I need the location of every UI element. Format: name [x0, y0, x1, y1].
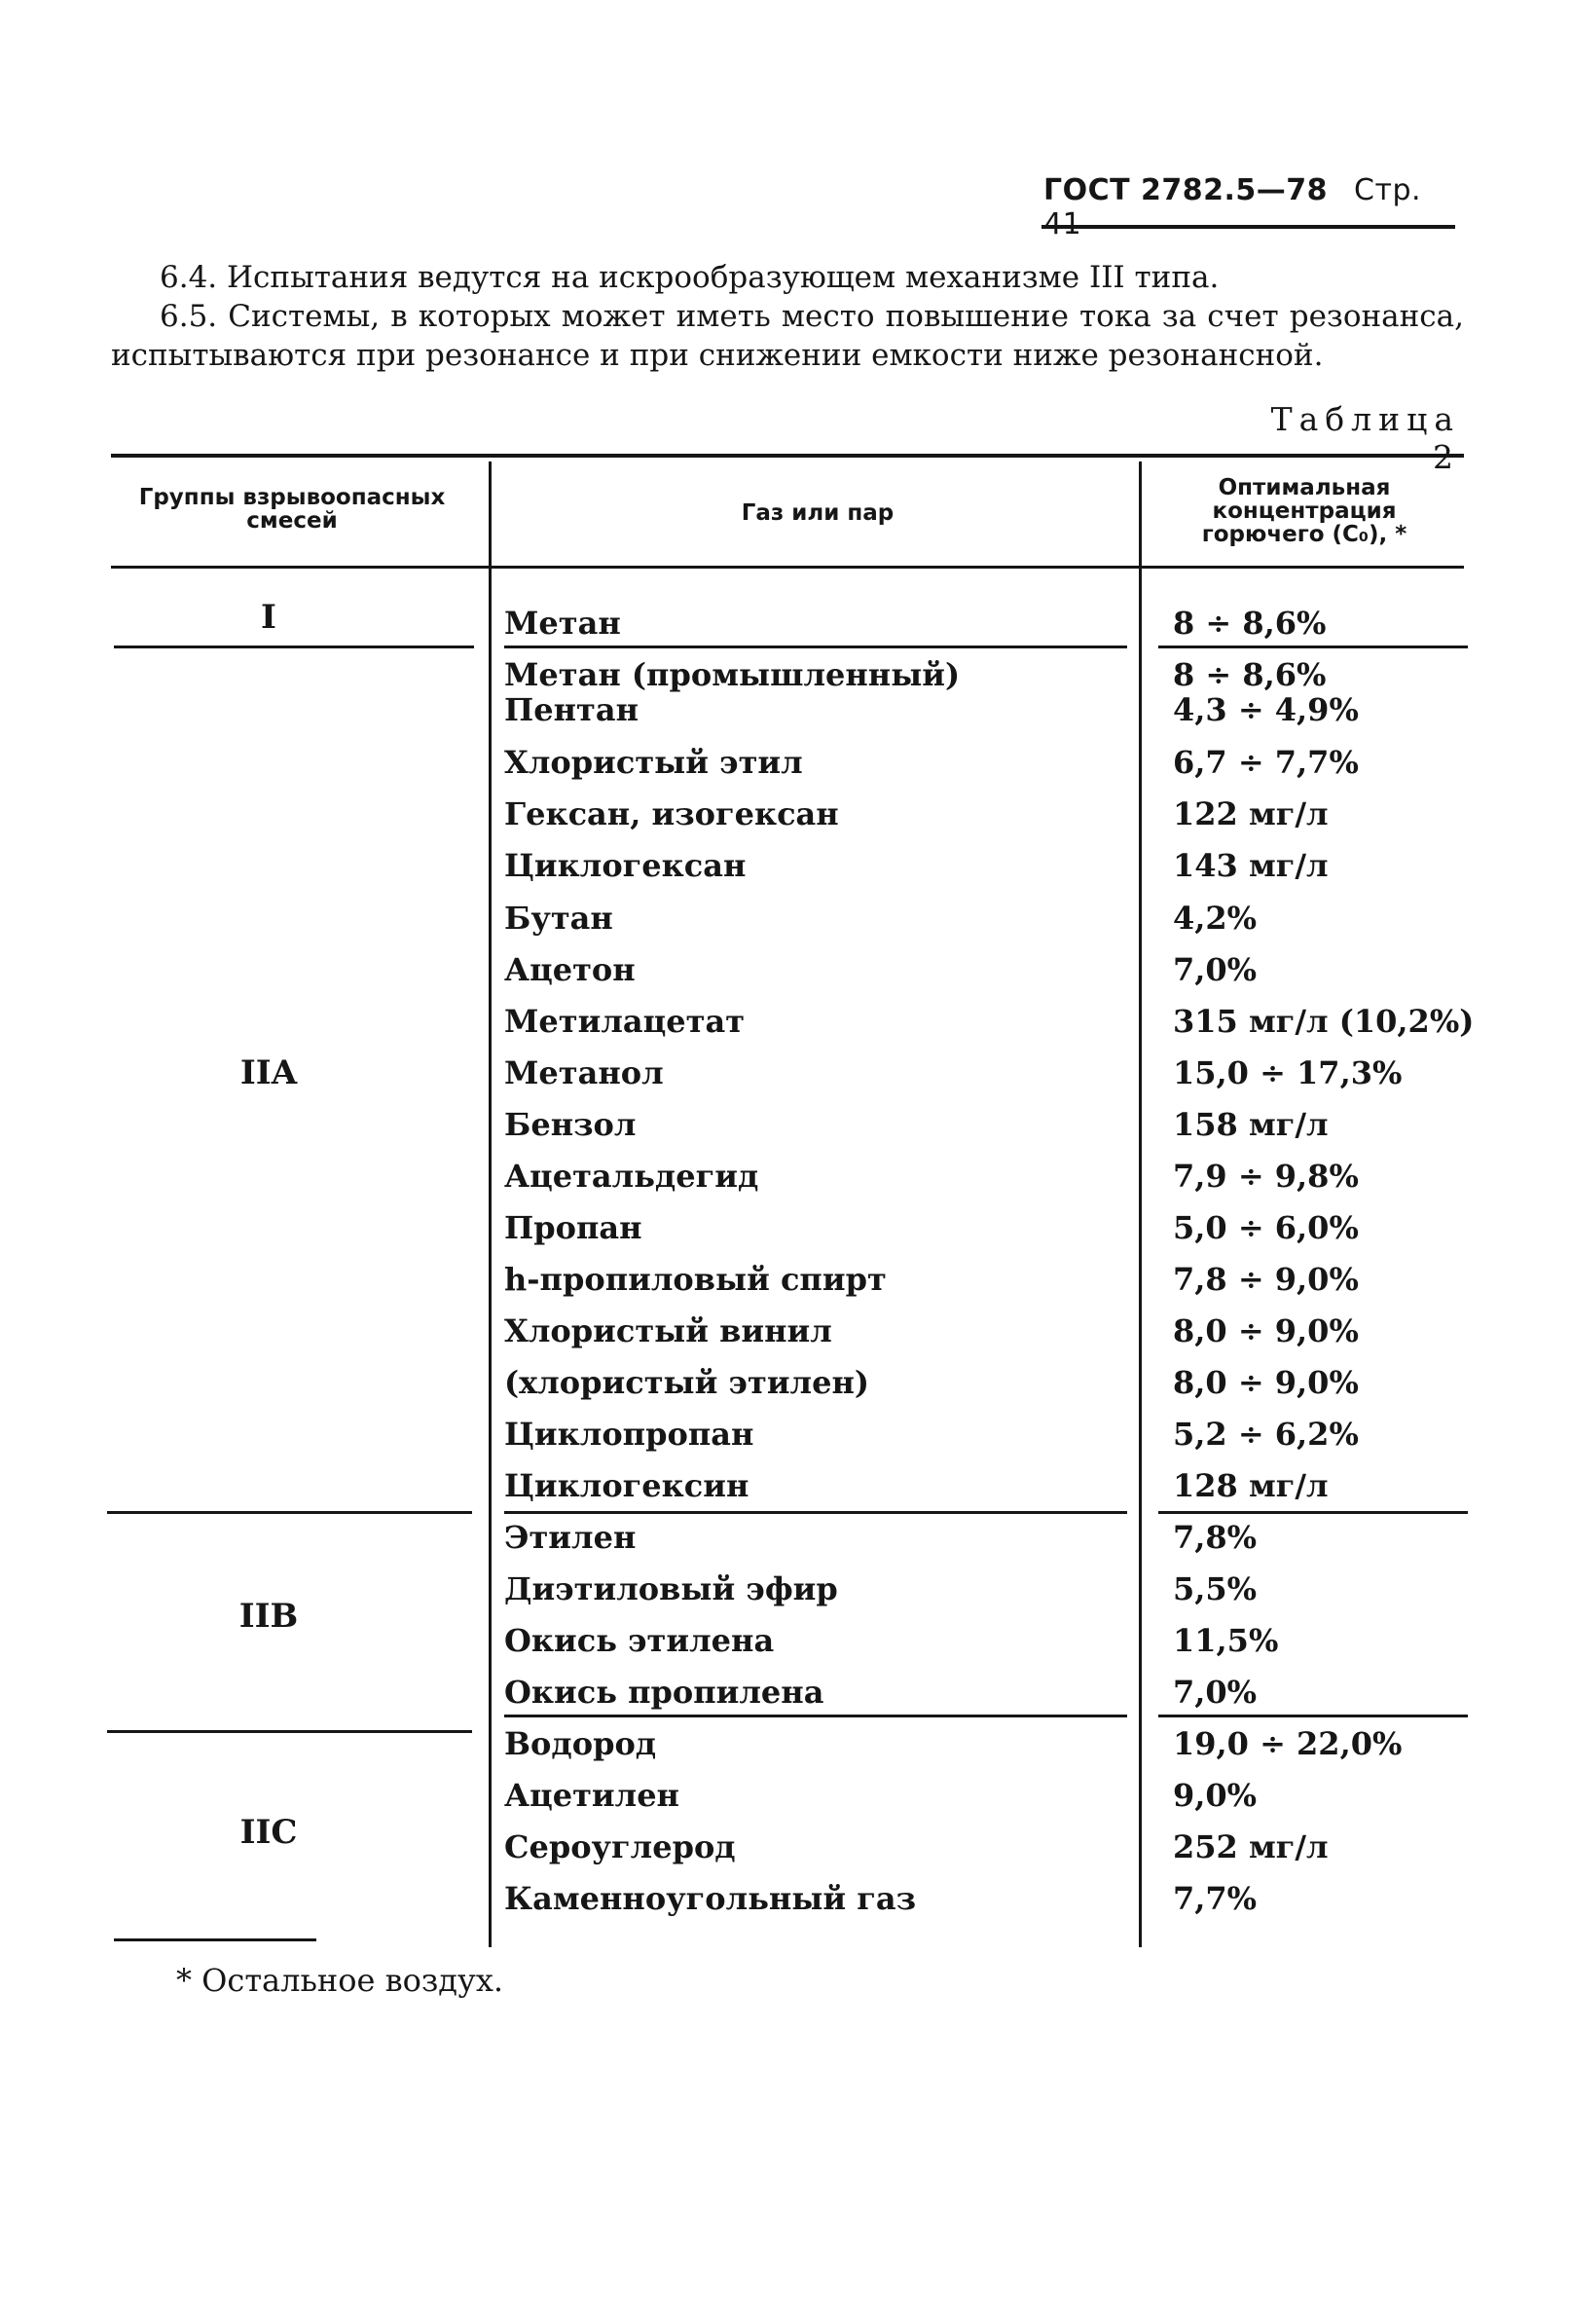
group-rule-I-conc [1158, 646, 1468, 648]
column-header-group: Группы взрывоопасных смесей [138, 485, 446, 534]
concentration-value: 6,7 ÷ 7,7% [1173, 744, 1359, 781]
gas-name: Водород [504, 1725, 657, 1762]
concentration-value: 252 мг/л [1173, 1828, 1329, 1865]
gas-name: Метилацетат [504, 1003, 746, 1040]
gas-name: Метан [504, 605, 621, 642]
concentration-value: 4,3 ÷ 4,9% [1173, 691, 1359, 728]
gas-name: Циклогексан [504, 847, 747, 884]
header-rule [1041, 225, 1455, 229]
table-top-rule [111, 454, 1464, 458]
concentration-value: 315 мг/л (10,2%) [1173, 1003, 1475, 1040]
table-caption: Таблица [1270, 400, 1460, 438]
concentration-value: 5,2 ÷ 6,2% [1173, 1416, 1359, 1453]
page-number: Стр. [1354, 173, 1422, 207]
gas-name: (хлористый этилен) [504, 1364, 870, 1401]
group-rule-I [114, 646, 474, 648]
gas-name: Диэтиловый эфир [504, 1570, 838, 1607]
gas-name: Сероуглерод [504, 1828, 736, 1865]
group-rule-IIA-gas [504, 1511, 1127, 1514]
concentration-value: 15,0 ÷ 17,3% [1173, 1054, 1403, 1091]
gas-name: Хлористый этил [504, 744, 803, 781]
group-label-IIB: IIB [238, 1597, 299, 1636]
concentration-value: 19,0 ÷ 22,0% [1173, 1725, 1403, 1762]
gas-name: Бензол [504, 1106, 637, 1143]
concentration-value: 7,0% [1173, 1674, 1258, 1711]
gas-name: Пентан [504, 691, 639, 728]
gas-name: Циклогексин [504, 1467, 749, 1504]
group-label-I: I [261, 598, 276, 637]
concentration-value: 7,0% [1173, 951, 1258, 988]
gas-name: Гексан, изогексан [504, 795, 839, 832]
concentration-value: 122 мг/л [1173, 795, 1329, 832]
concentration-value: 5,5% [1173, 1570, 1258, 1607]
group-rule-I-gas [504, 646, 1127, 648]
footnote-rule [114, 1938, 316, 1941]
gas-name: Ацетилен [504, 1777, 679, 1814]
paragraph-6-5: 6.5. Системы, в которых может иметь место повышение тока за счет резонанса, испытываются при резонансе и при снижении емкости ниже резонансной. [111, 299, 1464, 373]
column-divider-1 [489, 461, 492, 1947]
concentration-value: 158 мг/л [1173, 1106, 1329, 1143]
gas-name: Каменноугольный газ [504, 1880, 917, 1917]
gas-name: Окись пропилена [504, 1674, 824, 1711]
concentration-value: 8,0 ÷ 9,0% [1173, 1312, 1359, 1349]
concentration-value: 8 ÷ 8,6% [1173, 605, 1327, 642]
concentration-value: 7,9 ÷ 9,8% [1173, 1158, 1359, 1195]
group-label-IIA: IIA [239, 1053, 298, 1092]
gas-name: Метанол [504, 1054, 664, 1091]
gas-name: h-пропиловый спирт [504, 1261, 887, 1298]
gas-name: Этилен [504, 1519, 637, 1556]
concentration-value: 7,8 ÷ 9,0% [1173, 1261, 1359, 1298]
group-rule-IIB [107, 1730, 472, 1733]
group-label-IIC: IIC [239, 1813, 298, 1852]
table-header-rule [111, 566, 1464, 569]
gas-name: Циклопропан [504, 1416, 754, 1453]
paragraph-6-4: 6.4. Испытания ведутся на искрообразующем механизме III типа. [160, 260, 1220, 295]
gas-name: Хлористый винил [504, 1312, 832, 1349]
group-rule-IIB-gas [504, 1715, 1127, 1717]
group-rule-IIA [107, 1511, 472, 1514]
concentration-value: 9,0% [1173, 1777, 1258, 1814]
concentration-value: 8,0 ÷ 9,0% [1173, 1364, 1359, 1401]
column-header-concentration: Оптимальная концентрация горючего (C₀), * [1201, 475, 1407, 547]
gas-name: Метан (промышленный) [504, 656, 961, 693]
footnote: * Остальное воздух. [176, 1962, 504, 1999]
concentration-value: 7,7% [1173, 1880, 1258, 1917]
gas-name: Ацетон [504, 951, 636, 988]
concentration-value: 11,5% [1173, 1622, 1279, 1659]
gas-name: Ацетальдегид [504, 1158, 759, 1195]
group-rule-IIB-conc [1158, 1715, 1468, 1717]
standard-number: ГОСТ 2782.5—78 [1043, 173, 1329, 207]
group-rule-IIA-conc [1158, 1511, 1468, 1514]
page-header [1043, 173, 1462, 241]
concentration-value: 143 мг/л [1173, 847, 1329, 884]
column-header-gas: Газ или пар [741, 500, 895, 526]
gas-name: Пропан [504, 1209, 642, 1246]
concentration-value: 5,0 ÷ 6,0% [1173, 1209, 1359, 1246]
gas-name: Окись этилена [504, 1622, 775, 1659]
concentration-value: 7,8% [1173, 1519, 1258, 1556]
concentration-value: 4,2% [1173, 900, 1258, 937]
gas-name: Бутан [504, 900, 613, 937]
concentration-value: 8 ÷ 8,6% [1173, 656, 1327, 693]
column-divider-2 [1139, 461, 1142, 1947]
concentration-value: 128 мг/л [1173, 1467, 1329, 1504]
